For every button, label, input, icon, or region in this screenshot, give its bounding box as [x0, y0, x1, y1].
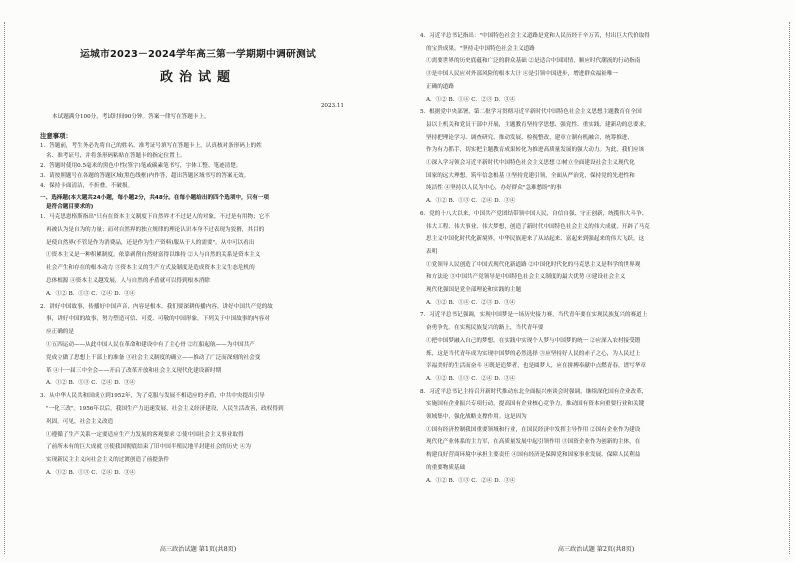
section-heading-cont: 是符合题目要求的): [46, 204, 94, 210]
text-line: 7．习近平总书记强调，实现中国梦是一场历史接力赛，当代青年要在实现民族复兴的赛道上: [420, 312, 648, 319]
text-line: 2．答题时使用0.5毫米的黑色中性(签字)笔或碳素笔书写，字体工整、笔迹清楚。: [40, 163, 242, 169]
binding-margin-right: [779, 22, 790, 554]
text-line: A．①② B．①④ C．②③ D．③④: [426, 299, 516, 306]
text-line: A．①② B．①④ C．②③ D．③④: [426, 96, 516, 103]
text-line: 的宝贵成果。"坚持走中国特色社会主义道路: [426, 45, 535, 52]
text-line: ①国有经济控制我国重要领域和行业，在国民经济中发挥主导作用 ②国有企业作为建设: [426, 426, 641, 433]
text-line: 革 ④十一届三中全会——开启了改革开放和社会主义现代化建设新时期: [46, 367, 222, 374]
text-line: 表明: [426, 248, 438, 255]
text-line: 国家的远大理想，筑牢信念根基 ③坚持党建引领，全面从严治党，保持党的先进性和: [426, 172, 635, 179]
text-line: 思主义中国化时代化新境界，中华民族迎来了从站起来、富起来到强起来的伟大飞跃。这: [426, 236, 645, 243]
text-line: A．①② B．①③ C．②④ D．③④: [46, 380, 136, 387]
notice-heading: 注意事项：: [40, 132, 72, 140]
page-footer-left: 高三政治试题 第1页(共8页): [159, 546, 237, 553]
binding-margin-left: [4, 22, 15, 554]
text-line: "一化三改"。1956年以后，我国生产力迅速发展，社会主义经济建设，人民生活改善，政权得到: [46, 406, 284, 412]
text-line: ①需要世界的历史底蕴和广泛的群众基础 ②是适合中国国情，顺应时代潮流的行动指南: [426, 58, 641, 65]
text-line: 作为有力抓手，切实把主题教育成果转化为推进高质量发展的强大动力。为此，我们应该: [426, 147, 645, 154]
exam-meta-line: 本试题满分100分，考试时间90分钟。答案一律写在答题卡上。: [52, 114, 210, 120]
text-line: 4．保持卡面清洁，不折叠，不破损。: [40, 183, 134, 189]
text-line: 6．党的十八大以来，中国共产党团结带领中国人民，自信自强、守正创新，统揽伟大斗争、: [420, 210, 648, 217]
text-line: 幸福美好的生活而奋斗 ④既是追梦者，也是圆梦人，应在拼搏奉献中点燃青春，谱写华章: [426, 363, 646, 370]
text-line: ①遵循了生产关系一定要适应生产力发展的客观要求 ②使中国社会主义事业取得: [46, 431, 244, 438]
text-line: 应正确的是: [46, 329, 74, 336]
text-line: 正确的道路: [426, 83, 454, 90]
exam-title: 运城市2023－2024学年高三第一学期期中调研测试: [79, 49, 317, 60]
text-line: 伟大工程、伟大事业、伟大梦想，创造了新时代中国特色社会主义的伟大成就，开辟了马克: [426, 223, 650, 230]
page-two: [398, 0, 794, 562]
text-line: 名、准考证号，并将条形码粘贴在答题卡的指定位置上。: [46, 153, 186, 159]
text-line: 实现新民主主义向社会主义的过渡创造了前提条件: [46, 457, 170, 464]
text-line: 5．根据党中央部署，第二批学习贯彻习近平新时代中国特色社会主义思想主题教育在全国: [420, 109, 642, 116]
page-footer-right: 高三政治试题 第2页(共8页): [557, 546, 635, 553]
text-line: 领域集中，强化战略支撑作用。这是因为: [426, 414, 527, 420]
text-line: A．①② B．①③ C．②④ D．③④: [46, 470, 136, 476]
text-line: 奋勇争先。在实现民族复兴的路上，当代青年要: [426, 325, 544, 332]
text-line: 再被认为是自为的力量；而对自然界的独立规律的理论认识本身不过表现为狡猾，其目的: [46, 226, 265, 233]
text-line: A．①② B．①③ C．②④ D．③④: [426, 477, 516, 484]
text-line: 1．答题前，考生务必先将自己的姓名、准考证号填写在答题卡上，认真核对条形码上的姓: [40, 143, 262, 149]
text-line: 3．从中华人民共和国成立到1952年，为了克服与发展不相适应的矛盾，中共中央提出引导: [40, 393, 265, 400]
text-line: 事，讲好中国的故事，努力塑造可信、可爱、可敬的中国形象。下列关于中国故事的内容对: [46, 316, 270, 323]
text-line: 构建良好营商环境中承担主要责任 ④国有经济是保障党和国家事业发展、保障人民利益: [426, 452, 641, 459]
text-line: 县以上机关和党员干部中开展，主题教育坚持学思想、强党性、重实践、建新功的总要求，: [426, 121, 650, 128]
text-line: 4．习近平总书记指出："中国特色社会主义道路是党和人民历经千辛万苦，付出巨大代价取得: [420, 33, 650, 39]
text-line: ①深入学习领会习近平新时代中国特色社会主义思想 ②树立全面建设社会主义现代化: [426, 160, 635, 166]
text-line: ①把中国梦融入自己的梦想，在实践中实现个人梦与中国梦的统一 ②应深入农村接受锻: [426, 337, 641, 344]
text-line: 坚持把理论学习、调查研究、推动发展、检视整改、建章立制有机融合，统筹推进，: [426, 134, 633, 141]
text-line: A．①② B．①③ C．②④ D．③④: [426, 375, 516, 382]
text-line: 3．请按照题号在各题的答题区域(黑色线框)内作答，超出答题区域书写的答案无效。: [40, 173, 250, 179]
exam-date: 2023.11: [320, 103, 344, 109]
text-line: 1．马克思恩格斯指出"只有在资本主义制度下自然界才不过是人的对象，不过是有用物；它不: [40, 214, 270, 220]
text-line: 现代化强国是党全部理论和实践的主题: [426, 287, 522, 293]
page-one: [0, 0, 396, 562]
text-line: 党成立做了思想上干部上的准备 ③社会主义制度的确立——推动了广泛而深刻的社会变: [46, 354, 261, 361]
text-line: 社会产生和存在的根本动力 ③资本主义的生产方式及制度是造成资本主义生态危机的: [46, 265, 255, 272]
text-line: 纯洁性 ④坚持以人民为中心，办好群众"急难愁盼"的事: [426, 185, 562, 192]
text-line: ①五四运动——从此中国人民在革命和建设中有了主心骨 ②红船起航——为中国共产: [46, 342, 255, 348]
section-heading: 一、选择题(本大题共24小题，每小题2分，共48分。在每小题给出的四个选项中，只有一项: [40, 195, 269, 201]
text-line: A．①② B．①③ C．②④ D．③④: [426, 198, 516, 205]
text-line: 炼，这是当代青年成为实现中国梦的必然选择 ③应坚持好人民的赤子之心，为人民过上: [426, 350, 641, 357]
text-line: 实施国有企业振兴专项行动，提高国有企业核心竞争力，推动国有资本向重要行业和关键: [426, 401, 645, 408]
text-line: ①党领导人民创造了中国式现代化新道路 ②中国化时代化的马克思主义是科学的世界观: [426, 261, 641, 268]
text-line: 2．讲好中国故事，传播好中国声音，内容是根本。我们要深耕传播内容，讲好中国共产党的故: [40, 303, 273, 310]
text-line: 巩固。可见，社会主义改造: [46, 418, 114, 425]
text-line: ③是中国人民应对外部风险的根本大计 ④是引领中国进步，增进群众福祉唯一: [426, 71, 618, 78]
text-line: 和方法论 ③中国共产党领导是中国特色社会主义制度的最大优势 ④建设社会主义: [426, 274, 626, 281]
text-line: 的重要物质基础: [426, 464, 466, 471]
text-line: 现代化产业体系的主力军，在高质量发展中起引领作用 ③国资企业作为创新的主体，在: [426, 439, 641, 446]
subject-title: 政治试题: [159, 70, 236, 85]
text-line: A．①② B．①③ C．②④ D．③④: [46, 290, 136, 297]
text-line: ①资本主义是一种积累制度，依靠剥削自然财富得以维持 ②人与自然的关系是资本主义: [46, 252, 261, 259]
text-line: 了前所未有的巨大成就 ③使我国彻底结束了旧中国半殖民地半封建社会的历史 ④为: [46, 444, 251, 451]
text-line: 总体根源 ④资本主义越发展，人与自然的矛盾就可以得到根本消除: [46, 278, 210, 284]
text-line: 是使自然界(不管是作为消费品，还是作为生产资料)服从于人的需要"。从中可以看出: [46, 239, 255, 246]
text-line: 8．习近平总书记主持召开新时代推动东北全面振兴座谈会时强调，继续深化国有企业改革，: [420, 388, 648, 395]
